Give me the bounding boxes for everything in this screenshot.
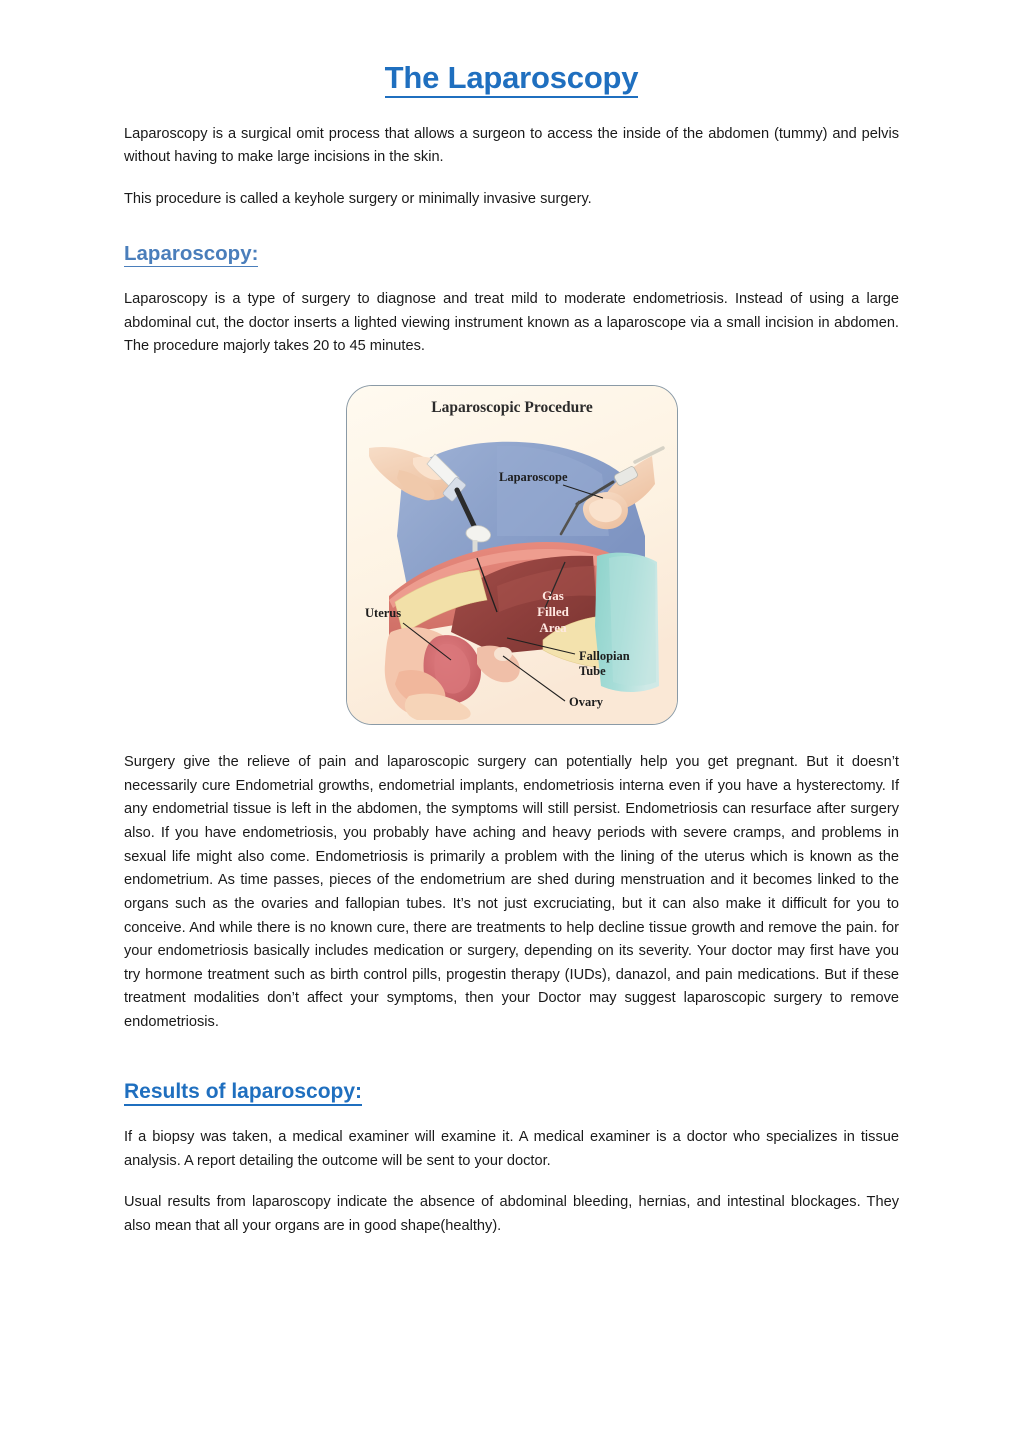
figure-label-fallopian-line-2: Tube [578,664,606,679]
spacer [124,1173,899,1191]
figure-wrapper [124,385,899,725]
figure-label-ovary: Ovary [568,695,603,710]
laparoscopy-paragraph-2: Surgery give the relieve of pain and laparoscopic surgery can potentially help you get pregnant. But it doesn’t necessarily cure Endometrial growths, endometrial implants, endometriosis interna even if you have a hysterectomy. If any endometrial tissue is left in the abdomen, the symptoms will still persist. Endometriosis can resurface after surgery also. If you have endometriosis, you probably have aching and heavy periods with severe cramps, and problems in sexual life might also come. Endometriosis is primarily a problem with the lining of the uterus which is known as the endometrium. As time passes, pieces of the endometrium are shed during menstruation and it becomes linked to the organs such as the ovaries and fallopian tubes. It’s not just excruciating, but it can also make it difficult for you to conceive. And while there is no known cure, there are treatments to help decline tissue growth and remove the pain. for your endometriosis basically includes medication or surgery, depending on its severity. Your doctor may first have you try hormone treatment such as birth control pills, progestin therapy (IUDs), danazol, and pain medications. But if these treatment modalities don’t affect your symptoms, then your Doctor may suggest laparoscopic surgery to remove endometriosis. [124,754,899,1031]
ovary-organ [494,647,512,661]
section-heading-laparoscopy [124,242,899,267]
drape-highlight [609,556,656,686]
laparoscopic-procedure-illustration [346,385,678,725]
results-paragraph-2: Usual results from laparoscopy indicate the absence of abdominal bleeding, hernias, and intestinal blockages. They also mean that all your organs are in good shape(healthy). [124,1194,899,1234]
section-heading-results-text: Results of laparoscopy: [124,1080,362,1106]
figure-label-gas-line-3: Area [538,620,567,636]
spacer [124,97,899,123]
laparoscopy-paragraph-1: Laparoscopy is a type of surgery to diagnose and treat mild to moderate endometriosis. Instead of using a large abdominal cut, the doctor inserts a lighted viewing instrument known as a laparoscope via a small incision in abdomen. The procedure majorly takes 20 to 45 minutes. [124,291,899,355]
page-title [124,0,899,97]
spacer [124,725,899,751]
section-heading-laparoscopy-text: Laparoscopy: [124,241,259,265]
intro-paragraph-2: This procedure is called a keyhole surgery or minimally invasive surgery. [124,190,592,207]
figure-label-laparoscope: Laparoscope [498,470,568,485]
illustration-svg [347,386,677,724]
figure-label-gas-line-1: Gas [541,588,564,604]
spacer [124,359,899,385]
spacer [124,1035,899,1079]
figure-label-fallopian-line-1: Fallopian [578,649,630,664]
intro-paragraph-1: Laparoscopy is a surgical omit process that allows a surgeon to access the inside of the abdomen (tummy) and pelvis without having to make large incisions in the skin. [124,125,899,166]
figure-label-gas-line-2: Filled [536,604,569,620]
spacer [124,1104,899,1126]
figure-label-uterus: Uterus [364,606,401,621]
spacer [124,170,899,188]
section-heading-results [124,1079,899,1104]
spacer [124,266,899,288]
figure-caption: Laparoscopic Procedure [430,399,593,417]
results-paragraph-1: If a biopsy was taken, a medical examiner will examine it. A medical examiner is a doctor who specializes in tissue analysis. A report detailing the outcome will be sent to your doctor. [124,1128,899,1169]
page-title-text: The Laparoscopy [385,60,639,98]
spacer [124,212,899,242]
